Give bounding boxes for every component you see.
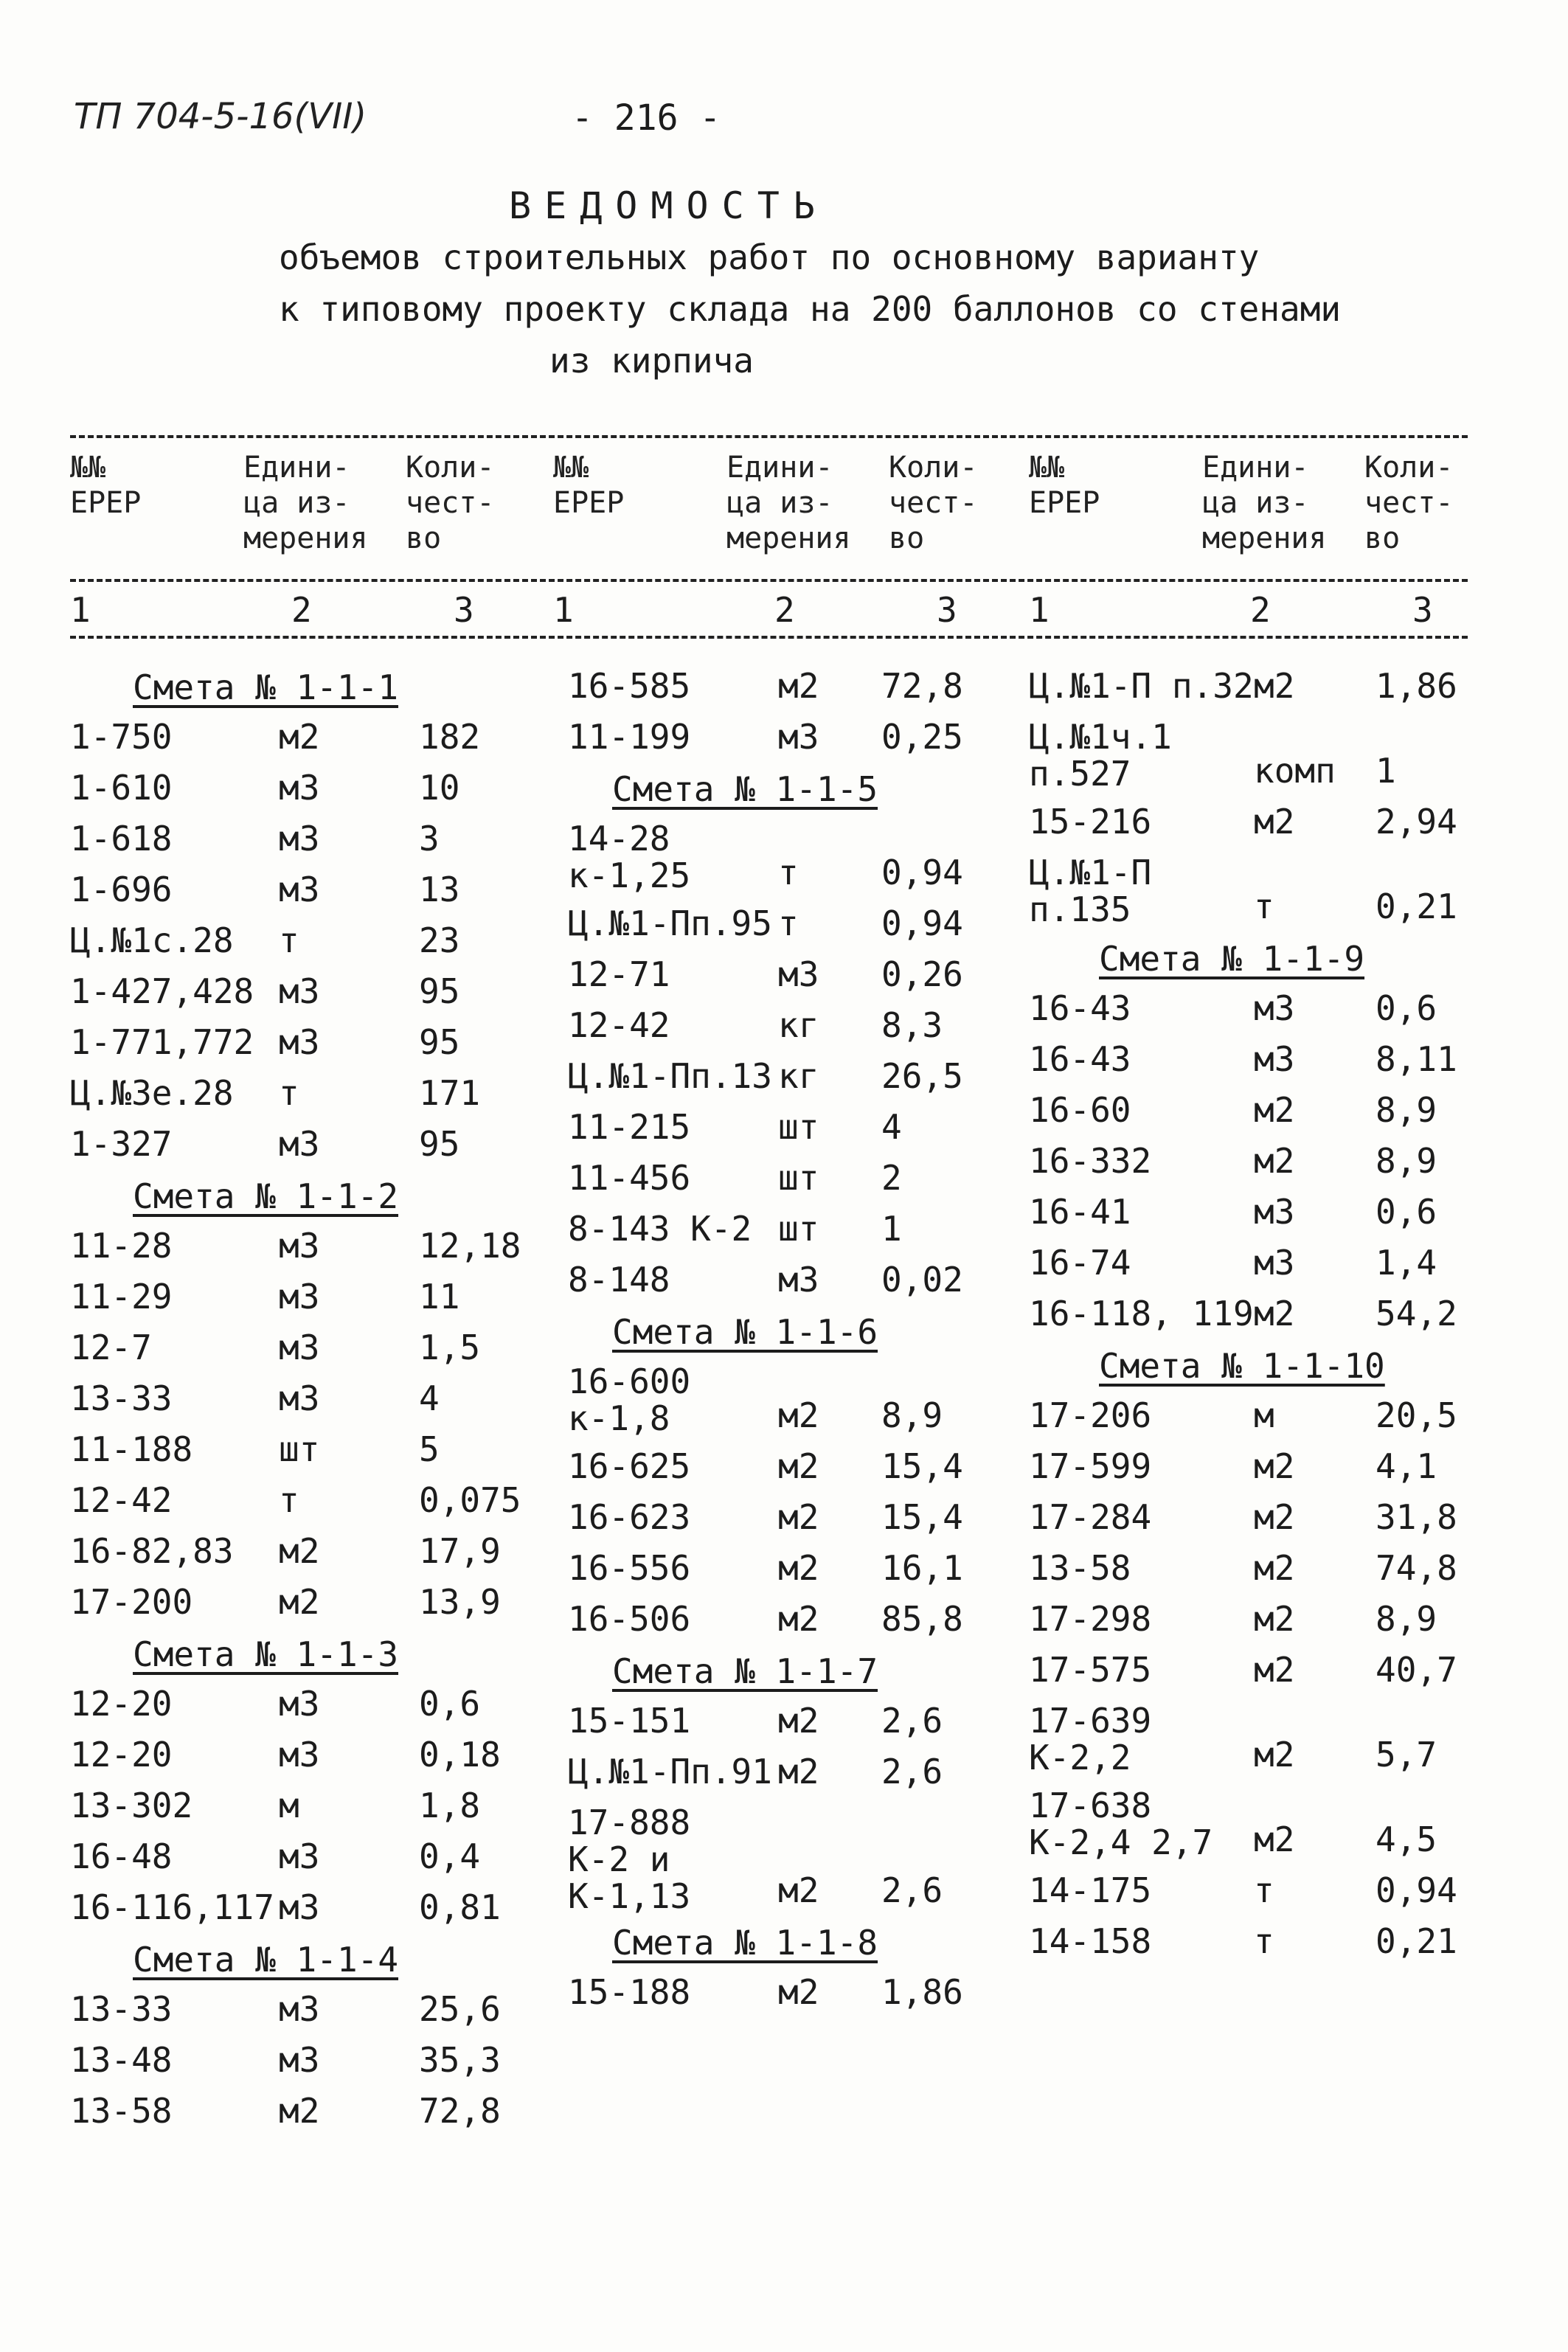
row-unit: м2 [778, 666, 819, 706]
row-quantity: 8,9 [881, 1395, 943, 1435]
row-quantity: 16,1 [881, 1548, 963, 1588]
row-code: 8-148 [568, 1260, 670, 1300]
row-unit: м3 [279, 1989, 320, 2029]
smeta-heading: Смета № 1-1-5 [612, 769, 878, 809]
row-unit: м2 [1254, 1599, 1295, 1639]
row-unit: т [1254, 887, 1274, 926]
row-code: 16-118, 119 [1029, 1294, 1254, 1333]
row-unit: м2 [778, 1701, 819, 1741]
row-unit: м2 [1254, 1090, 1295, 1130]
column-number-rule [70, 636, 1468, 639]
smeta-heading: Смета № 1-1-2 [133, 1176, 399, 1216]
row-code: 13-302 [70, 1786, 193, 1825]
row-quantity: 0,81 [419, 1887, 501, 1927]
row-code: Ц.№1-Пп.91 [568, 1752, 772, 1791]
row-quantity: 1 [881, 1209, 902, 1249]
row-code: 1-327 [70, 1124, 173, 1164]
row-quantity: 1,8 [419, 1786, 481, 1825]
smeta-heading: Смета № 1-1-3 [133, 1634, 399, 1674]
row-unit: шт [279, 1429, 320, 1469]
row-quantity: 0,6 [419, 1684, 481, 1724]
row-quantity: 4,1 [1376, 1446, 1437, 1486]
header-col-qty: Коли- чест- во [889, 451, 978, 555]
column-number: 3 [454, 590, 474, 630]
row-unit: шт [778, 1107, 819, 1147]
row-quantity: 10 [419, 768, 460, 808]
row-unit: м3 [1254, 988, 1295, 1028]
row-code: 14-28 к-1,25 [568, 819, 691, 895]
row-unit: м2 [1254, 1819, 1295, 1859]
row-quantity: 17,9 [419, 1531, 501, 1571]
row-quantity: 1,86 [1376, 666, 1457, 706]
row-unit: т [279, 1073, 299, 1113]
row-unit: м3 [279, 1277, 320, 1317]
row-code: 16-625 [568, 1446, 691, 1486]
table-top-rule [70, 435, 1468, 438]
row-quantity: 0,94 [881, 853, 963, 892]
row-quantity: 1,4 [1376, 1243, 1437, 1283]
row-quantity: 72,8 [419, 2091, 501, 2131]
row-unit: т [1254, 1870, 1274, 1910]
table-header-rule [70, 579, 1468, 582]
row-quantity: 95 [419, 1124, 460, 1164]
row-code: 17-888 К-2 и К-1,13 [568, 1803, 691, 1916]
row-code: 15-188 [568, 1972, 691, 2012]
row-unit: м2 [1254, 666, 1295, 706]
row-quantity: 72,8 [881, 666, 963, 706]
row-unit: м2 [279, 1582, 320, 1622]
row-code: 16-623 [568, 1497, 691, 1537]
column-number: 3 [1412, 590, 1433, 630]
row-code: 13-33 [70, 1378, 173, 1418]
row-unit: м3 [778, 1260, 819, 1300]
row-unit: м3 [279, 819, 320, 858]
row-quantity: 8,9 [1376, 1141, 1437, 1181]
row-unit: м2 [1254, 1735, 1295, 1775]
row-unit: м2 [1254, 1650, 1295, 1690]
title-line-1: объемов строительных работ по основному варианту [279, 237, 1260, 277]
row-unit: м2 [1254, 1548, 1295, 1588]
row-unit: шт [778, 1158, 819, 1198]
row-code: 11-215 [568, 1107, 691, 1147]
row-unit: м3 [1254, 1039, 1295, 1079]
row-code: 15-216 [1029, 802, 1152, 842]
row-code: 16-116,117 [70, 1887, 274, 1927]
row-code: 12-20 [70, 1735, 173, 1775]
row-code: 16-556 [568, 1548, 691, 1588]
smeta-heading: Смета № 1-1-4 [133, 1940, 399, 1980]
row-quantity: 12,18 [419, 1226, 521, 1266]
row-quantity: 0,21 [1376, 1921, 1457, 1961]
row-quantity: 35,3 [419, 2040, 501, 2080]
row-unit: м2 [279, 717, 320, 757]
row-unit: м3 [279, 1887, 320, 1927]
page-number: - 216 - [572, 97, 721, 139]
row-unit: м [279, 1786, 299, 1825]
header-col-code: №№ ЕРЕР [553, 451, 625, 520]
row-unit: т [279, 920, 299, 960]
row-unit: м2 [279, 2091, 320, 2131]
row-quantity: 2 [881, 1158, 902, 1198]
smeta-heading: Смета № 1-1-6 [612, 1312, 878, 1352]
row-code: 17-284 [1029, 1497, 1152, 1537]
row-unit: м3 [1254, 1192, 1295, 1232]
row-quantity: 4 [881, 1107, 902, 1147]
row-code: 12-42 [568, 1005, 670, 1045]
row-code: 1-750 [70, 717, 173, 757]
row-unit: м3 [279, 1378, 320, 1418]
row-code: 1-610 [70, 768, 173, 808]
row-unit: т [1254, 1921, 1274, 1961]
row-quantity: 0,94 [1376, 1870, 1457, 1910]
row-unit: м2 [778, 1870, 819, 1910]
row-quantity: 0,26 [881, 954, 963, 994]
header-col-qty: Коли- чест- во [1364, 451, 1454, 555]
row-code: 16-74 [1029, 1243, 1131, 1283]
row-code: 17-639 К-2,2 [1029, 1701, 1152, 1777]
row-code: 1-618 [70, 819, 173, 858]
row-code: Ц.№3е.28 [70, 1073, 234, 1113]
row-quantity: 4,5 [1376, 1819, 1437, 1859]
column-number: 1 [1029, 590, 1050, 630]
row-unit: м3 [279, 2040, 320, 2080]
row-quantity: 4 [419, 1378, 440, 1418]
row-unit: м3 [279, 1735, 320, 1775]
row-unit: т [778, 903, 799, 943]
row-code: 11-188 [70, 1429, 193, 1469]
row-code: 1-696 [70, 870, 173, 909]
row-unit: м3 [279, 1836, 320, 1876]
row-unit: м2 [778, 1752, 819, 1791]
row-unit: м3 [1254, 1243, 1295, 1283]
row-unit: т [279, 1480, 299, 1520]
row-unit: м3 [279, 1226, 320, 1266]
title-line-3: из кирпича [549, 341, 754, 381]
column-number: 2 [291, 590, 312, 630]
row-code: Ц.№1-П п.32 [1029, 666, 1254, 706]
row-quantity: 85,8 [881, 1599, 963, 1639]
row-quantity: 3 [419, 819, 440, 858]
row-code: 16-600 к-1,8 [568, 1361, 691, 1438]
row-quantity: 5 [419, 1429, 440, 1469]
row-unit: м3 [279, 768, 320, 808]
row-quantity: 2,94 [1376, 802, 1457, 842]
row-code: 17-575 [1029, 1650, 1152, 1690]
row-unit: м3 [279, 1124, 320, 1164]
row-code: Ц.№1-Пп.13 [568, 1056, 772, 1096]
row-code: 17-298 [1029, 1599, 1152, 1639]
row-code: Ц.№1-Пп.95 [568, 903, 772, 943]
row-unit: м2 [778, 1395, 819, 1435]
row-code: 16-48 [70, 1836, 173, 1876]
row-code: 11-199 [568, 717, 691, 757]
row-code: 16-506 [568, 1599, 691, 1639]
column-number: 3 [937, 590, 957, 630]
row-quantity: 0,18 [419, 1735, 501, 1775]
row-code: 17-200 [70, 1582, 193, 1622]
row-unit: комп [1254, 751, 1336, 791]
column-number: 2 [774, 590, 795, 630]
row-quantity: 2,6 [881, 1752, 943, 1791]
column-number: 2 [1250, 590, 1271, 630]
row-code: 13-58 [1029, 1548, 1131, 1588]
row-quantity: 74,8 [1376, 1548, 1457, 1588]
row-code: 12-20 [70, 1684, 173, 1724]
row-quantity: 0,94 [881, 903, 963, 943]
row-quantity: 8,9 [1376, 1090, 1437, 1130]
row-unit: м2 [1254, 1446, 1295, 1486]
row-quantity: 0,25 [881, 717, 963, 757]
row-code: 11-28 [70, 1226, 173, 1266]
row-quantity: 95 [419, 971, 460, 1011]
column-number: 1 [70, 590, 91, 630]
row-quantity: 15,4 [881, 1446, 963, 1486]
row-unit: м [1254, 1395, 1274, 1435]
row-code: 17-599 [1029, 1446, 1152, 1486]
row-quantity: 0,6 [1376, 988, 1437, 1028]
row-code: 16-332 [1029, 1141, 1152, 1181]
row-code: 12-7 [70, 1328, 152, 1367]
row-quantity: 20,5 [1376, 1395, 1457, 1435]
column-number: 1 [553, 590, 574, 630]
row-quantity: 8,11 [1376, 1039, 1457, 1079]
row-code: 17-638 К-2,4 2,7 [1029, 1786, 1213, 1862]
smeta-heading: Смета № 1-1-10 [1099, 1346, 1385, 1386]
row-code: 16-60 [1029, 1090, 1131, 1130]
header-col-qty: Коли- чест- во [406, 451, 495, 555]
row-quantity: 8,3 [881, 1005, 943, 1045]
row-quantity: 40,7 [1376, 1650, 1457, 1690]
row-quantity: 15,4 [881, 1497, 963, 1537]
document-title: ВЕДОМОСТЬ [509, 184, 828, 227]
row-unit: м2 [1254, 1497, 1295, 1537]
row-code: 12-42 [70, 1480, 173, 1520]
row-quantity: 26,5 [881, 1056, 963, 1096]
row-code: 15-151 [568, 1701, 691, 1741]
row-code: 11-456 [568, 1158, 691, 1198]
row-unit: т [778, 853, 799, 892]
row-quantity: 25,6 [419, 1989, 501, 2029]
row-unit: м2 [778, 1446, 819, 1486]
title-line-2: к типовому проекту склада на 200 баллонов со стенами [279, 289, 1342, 329]
row-unit: м3 [778, 717, 819, 757]
row-code: Ц.№1ч.1 п.527 [1029, 717, 1172, 794]
row-unit: м2 [279, 1531, 320, 1571]
row-code: 16-43 [1029, 1039, 1131, 1079]
smeta-heading: Смета № 1-1-9 [1099, 939, 1365, 979]
row-quantity: 95 [419, 1022, 460, 1062]
row-unit: шт [778, 1209, 819, 1249]
row-code: Ц.№1-П п.135 [1029, 853, 1152, 929]
row-unit: м3 [279, 1328, 320, 1367]
row-quantity: 1,5 [419, 1328, 481, 1367]
row-quantity: 8,9 [1376, 1599, 1437, 1639]
row-quantity: 2,6 [881, 1870, 943, 1910]
row-code: 16-43 [1029, 988, 1131, 1028]
row-quantity: 1,86 [881, 1972, 963, 2012]
row-code: 14-158 [1029, 1921, 1152, 1961]
row-quantity: 0,6 [1376, 1192, 1437, 1232]
row-quantity: 0,21 [1376, 887, 1457, 926]
row-quantity: 5,7 [1376, 1735, 1437, 1775]
row-code: 16-41 [1029, 1192, 1131, 1232]
header-col-unit: Едини- ца из- мерения [1202, 451, 1327, 555]
header-col-code: №№ ЕРЕР [1029, 451, 1100, 520]
row-quantity: 54,2 [1376, 1294, 1457, 1333]
header-col-code: №№ ЕРЕР [70, 451, 142, 520]
row-unit: м2 [778, 1548, 819, 1588]
row-quantity: 31,8 [1376, 1497, 1457, 1537]
row-quantity: 1 [1376, 751, 1396, 791]
row-quantity: 2,6 [881, 1701, 943, 1741]
row-code: 8-143 К-2 [568, 1209, 752, 1249]
row-quantity: 11 [419, 1277, 460, 1317]
header-col-unit: Едини- ца из- мерения [243, 451, 368, 555]
row-quantity: 0,02 [881, 1260, 963, 1300]
row-unit: м3 [778, 954, 819, 994]
smeta-heading: Смета № 1-1-7 [612, 1651, 878, 1691]
row-unit: м2 [778, 1599, 819, 1639]
smeta-heading: Смета № 1-1-1 [133, 667, 399, 707]
row-code: 13-58 [70, 2091, 173, 2131]
row-code: 14-175 [1029, 1870, 1152, 1910]
header-col-unit: Едини- ца из- мерения [726, 451, 851, 555]
row-code: 1-427,428 [70, 971, 254, 1011]
row-code: Ц.№1с.28 [70, 920, 234, 960]
row-quantity: 171 [419, 1073, 481, 1113]
row-unit: м2 [1254, 1141, 1295, 1181]
row-quantity: 23 [419, 920, 460, 960]
row-unit: м2 [778, 1497, 819, 1537]
row-unit: м3 [279, 1022, 320, 1062]
row-code: 16-585 [568, 666, 691, 706]
row-code: 16-82,83 [70, 1531, 234, 1571]
row-code: 1-771,772 [70, 1022, 254, 1062]
smeta-heading: Смета № 1-1-8 [612, 1923, 878, 1963]
row-code: 13-48 [70, 2040, 173, 2080]
row-unit: м3 [279, 1684, 320, 1724]
row-unit: кг [778, 1005, 819, 1045]
row-code: 17-206 [1029, 1395, 1152, 1435]
row-unit: м2 [1254, 1294, 1295, 1333]
row-unit: м2 [778, 1972, 819, 2012]
row-unit: м3 [279, 971, 320, 1011]
row-quantity: 13 [419, 870, 460, 909]
row-quantity: 182 [419, 717, 481, 757]
row-unit: кг [778, 1056, 819, 1096]
row-code: 12-71 [568, 954, 670, 994]
row-quantity: 0,075 [419, 1480, 521, 1520]
row-code: 13-33 [70, 1989, 173, 2029]
row-code: 11-29 [70, 1277, 173, 1317]
row-quantity: 0,4 [419, 1836, 481, 1876]
row-quantity: 13,9 [419, 1582, 501, 1622]
row-unit: м3 [279, 870, 320, 909]
document-code: ТП 704-5-16(VII) [74, 96, 367, 137]
row-unit: м2 [1254, 802, 1295, 842]
